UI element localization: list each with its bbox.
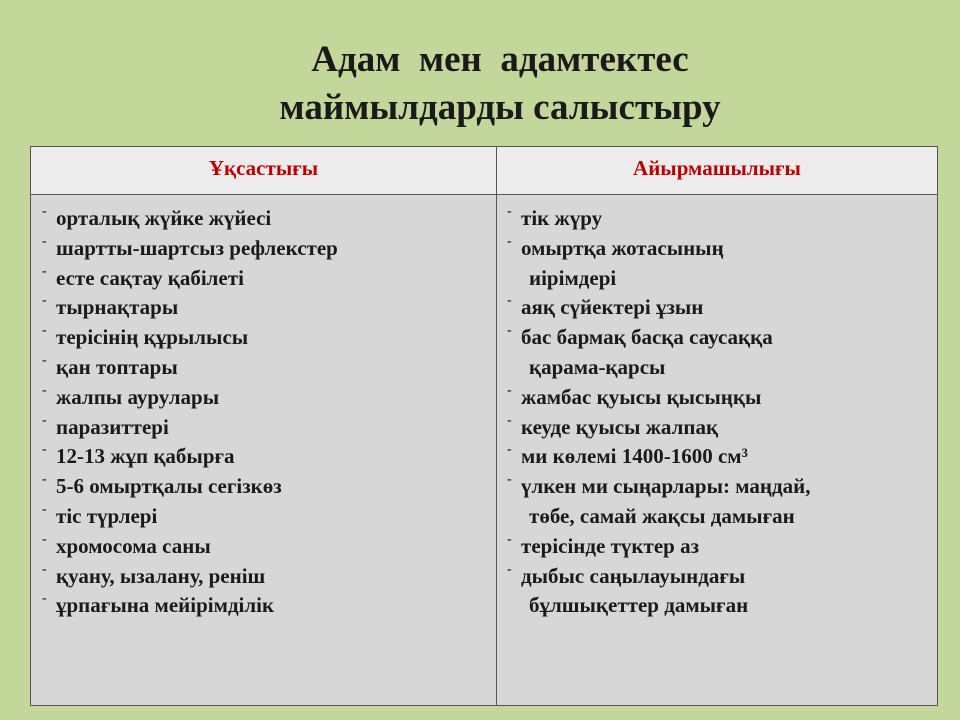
difference-text-continued: иірімдері xyxy=(529,265,617,290)
bullet-dash: - xyxy=(42,382,47,398)
comparison-table xyxy=(30,146,938,706)
similarity-text: ұрпағына мейірімділік xyxy=(56,593,275,618)
difference-text: бас бармақ басқа саусаққа xyxy=(521,325,773,350)
similarity-item xyxy=(42,413,496,443)
difference-item xyxy=(507,383,937,413)
bullet-dash: - xyxy=(42,412,47,428)
bullet-dash: - xyxy=(42,591,47,607)
bullet-dash: - xyxy=(42,323,47,339)
difference-item xyxy=(507,413,937,443)
slide-title-line-1: Адам мен адамтектес xyxy=(311,39,689,80)
difference-item xyxy=(507,532,937,562)
difference-item xyxy=(507,472,937,532)
difference-text: кеуде қуысы жалпақ xyxy=(521,414,719,439)
similarity-item xyxy=(42,591,496,621)
difference-text: ми көлемі 1400-1600 см³ xyxy=(521,444,748,469)
similarity-item xyxy=(42,532,496,562)
similarity-text: есте сақтау қабілеті xyxy=(56,265,244,290)
similarity-text: орталық жүйке жүйесі xyxy=(56,206,272,230)
difference-text: жамбас қуысы қысыңқы xyxy=(521,384,762,409)
bullet-dash: - xyxy=(42,561,47,577)
similarity-text: 12-13 жұп қабырға xyxy=(56,444,235,469)
bullet-dash: - xyxy=(507,204,512,219)
slide-title-line-2: маймылдарды салыстыру xyxy=(279,87,721,128)
difference-item xyxy=(507,234,937,294)
similarity-item xyxy=(42,234,496,264)
bullet-dash: - xyxy=(42,442,47,458)
similarities-column xyxy=(31,195,497,705)
bullet-dash: - xyxy=(42,233,47,249)
bullet-dash: - xyxy=(42,352,47,368)
difference-text-continued: қарама-қарсы xyxy=(529,354,666,379)
similarity-item xyxy=(42,383,496,413)
difference-item xyxy=(507,562,937,622)
similarity-text: жалпы аурулары xyxy=(56,384,220,409)
difference-text: аяқ сүйектері ұзын xyxy=(521,295,704,320)
bullet-dash: - xyxy=(42,293,47,309)
bullet-dash: - xyxy=(42,204,47,219)
bullet-dash: - xyxy=(507,323,512,339)
difference-item xyxy=(507,293,937,323)
difference-text-continued: бұлшықеттер дамыған xyxy=(529,593,749,618)
similarity-item xyxy=(42,502,496,532)
similarity-text: хромосома саны xyxy=(56,533,211,558)
similarity-text: тырнақтары xyxy=(56,295,179,320)
similarity-text: тіс түрлері xyxy=(56,503,158,528)
similarity-text: 5-6 омыртқалы сегізкөз xyxy=(56,474,282,499)
bullet-dash: - xyxy=(42,263,47,279)
similarity-text: қуану, ызалану, реніш xyxy=(56,563,266,588)
difference-text-continued: төбе, самай жақсы дамыған xyxy=(529,503,795,528)
header-similarities: Ұқсастығы xyxy=(31,147,497,195)
similarity-item xyxy=(42,442,496,472)
similarity-text: паразиттері xyxy=(56,414,169,439)
bullet-dash: - xyxy=(42,531,47,547)
similarity-item xyxy=(42,323,496,353)
slide-title xyxy=(0,36,960,132)
bullet-dash: - xyxy=(507,531,512,547)
similarity-item xyxy=(42,562,496,592)
similarity-text: шартты-шартсыз рефлекстер xyxy=(56,235,338,260)
difference-text: тік жүру xyxy=(521,206,603,230)
bullet-dash: - xyxy=(507,472,512,488)
similarity-item xyxy=(42,472,496,502)
bullet-dash: - xyxy=(42,501,47,517)
header-differences: Айырмашылығы xyxy=(497,147,937,195)
difference-text: терісінде түктер аз xyxy=(521,533,700,558)
difference-text: омыртқа жотасының xyxy=(521,235,724,260)
difference-text: үлкен ми сыңарлары: маңдай, xyxy=(521,474,811,499)
bullet-dash: - xyxy=(507,293,512,309)
differences-column xyxy=(497,195,937,705)
bullet-dash: - xyxy=(42,472,47,488)
bullet-dash: - xyxy=(507,442,512,458)
difference-item xyxy=(507,323,937,383)
bullet-dash: - xyxy=(507,561,512,577)
similarity-item xyxy=(42,264,496,294)
difference-item xyxy=(507,204,937,234)
similarity-text: терісінің құрылысы xyxy=(56,325,249,350)
difference-item xyxy=(507,442,937,472)
bullet-dash: - xyxy=(507,412,512,428)
bullet-dash: - xyxy=(507,382,512,398)
difference-text: дыбыс саңылауындағы xyxy=(521,563,746,588)
similarity-text: қан топтары xyxy=(56,354,178,379)
similarity-item xyxy=(42,204,496,234)
bullet-dash: - xyxy=(507,233,512,249)
similarity-item xyxy=(42,353,496,383)
similarity-item xyxy=(42,293,496,323)
